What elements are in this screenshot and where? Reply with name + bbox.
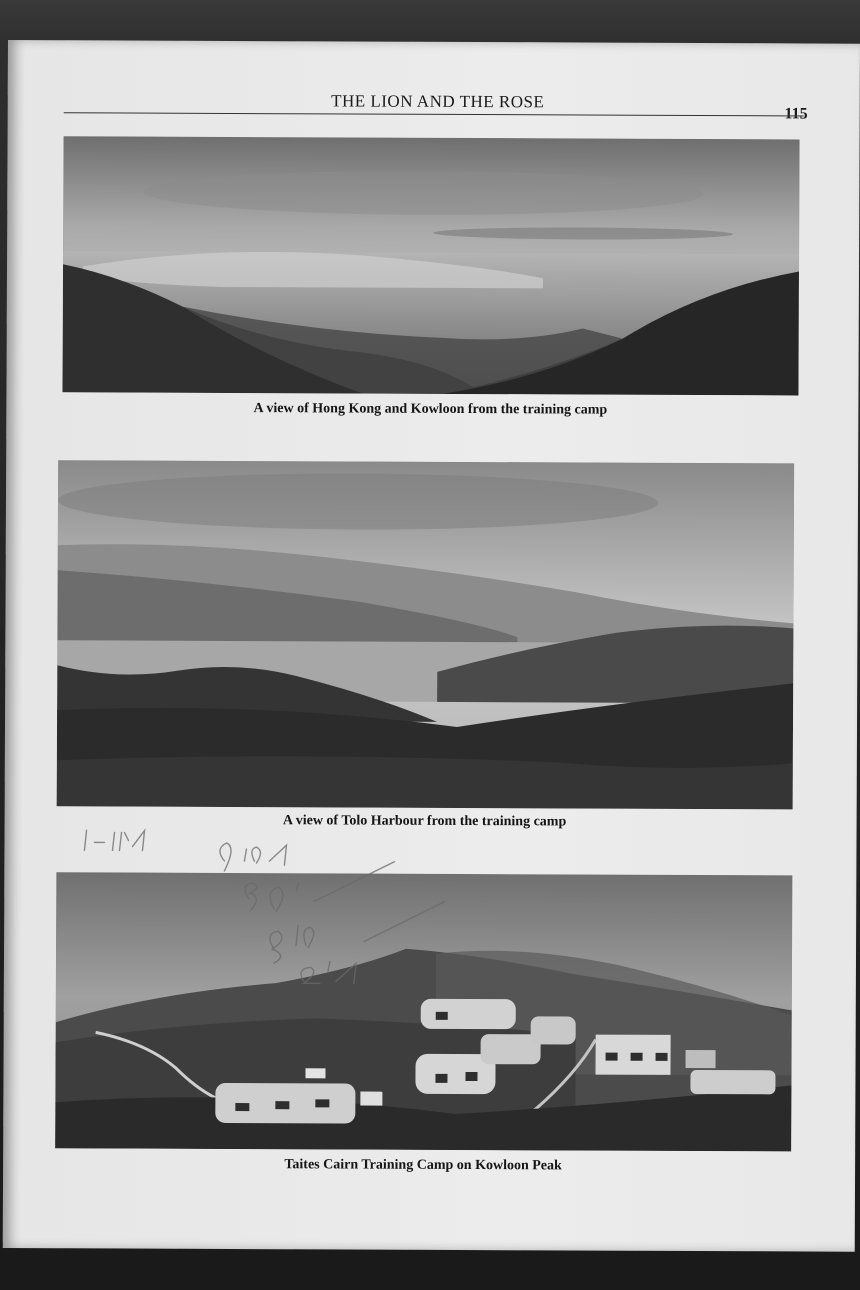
photo-taites-cairn-camp-image: [55, 872, 792, 1151]
photo-tolo-harbour: [57, 460, 795, 809]
header-rule: [64, 112, 804, 116]
page-header: [8, 90, 860, 124]
running-title: THE LION AND THE ROSE: [331, 91, 545, 112]
page-number: 115: [784, 105, 808, 123]
photo-tolo-harbour-image: [57, 460, 795, 809]
photo-tolo-harbour-caption: A view of Tolo Harbour from the training camp: [282, 813, 567, 830]
photo-taites-cairn-camp: [55, 872, 792, 1151]
photo-hong-kong-kowloon-image: [62, 136, 799, 395]
photo-hong-kong-kowloon-caption: A view of Hong Kong and Kowloon from the training camp: [253, 401, 608, 418]
photo-taites-cairn-camp-caption: Taites Cairn Training Camp on Kowloon Peak: [284, 1157, 562, 1174]
photo-hong-kong-kowloon: [62, 136, 799, 395]
book-page: [3, 40, 860, 1252]
